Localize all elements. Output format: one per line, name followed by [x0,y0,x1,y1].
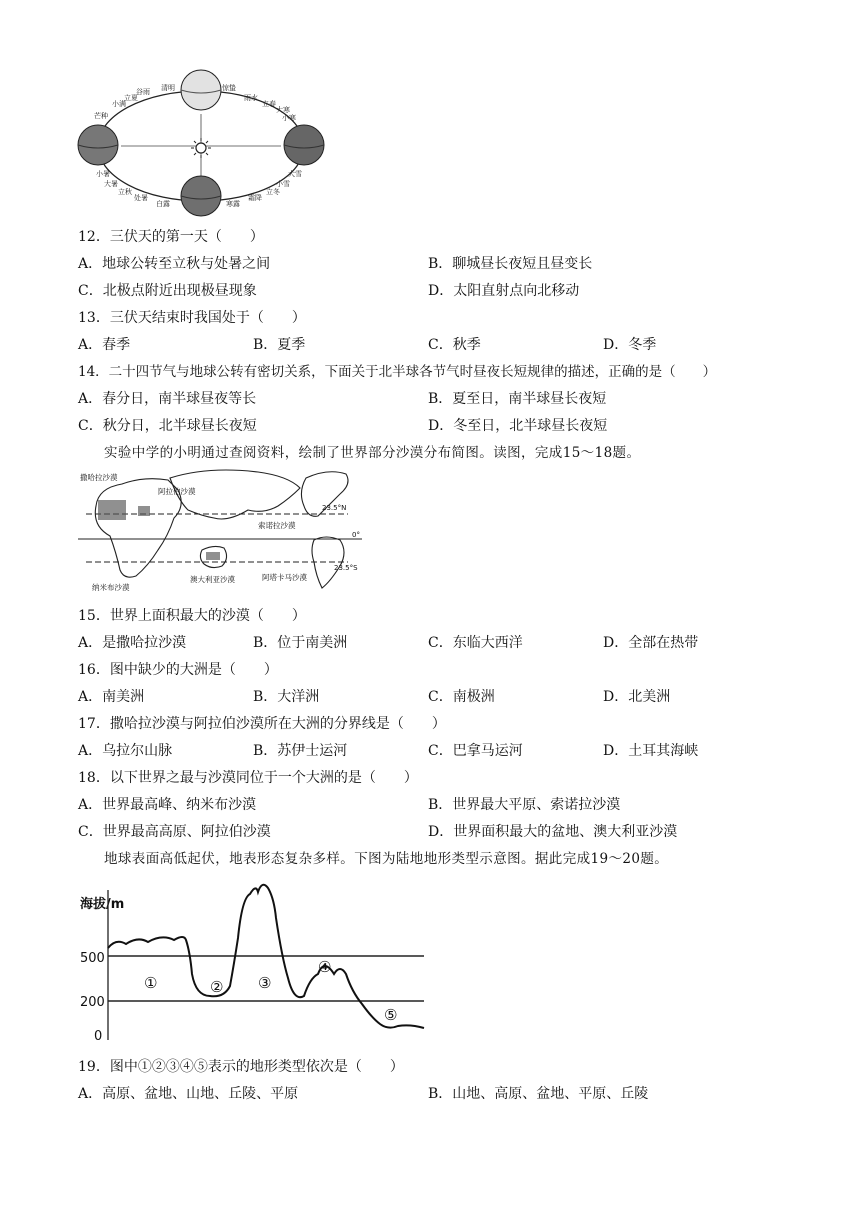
globe-icon [181,176,221,216]
option: D．世界面积最大的盆地、澳大利亚沙漠 [428,824,678,840]
option: D．太阳直射点向北移动 [428,283,580,299]
option: A．春季 [78,337,131,353]
option: B．位于南美洲 [253,635,348,651]
option: D．冬季 [603,337,657,353]
solar-term: 小满 [112,100,126,108]
latitude-label: 23.5°S [334,564,358,572]
globe-icon [78,125,118,165]
map-label: 撒哈拉沙漠 [80,473,118,482]
intro-text: 实验中学的小明通过查阅资料，绘制了世界部分沙漠分布简图。读图，完成15～18题。 [104,445,641,461]
intro-text: 地球表面高低起伏，地表形态复杂多样。下图为陆地地形类型示意图。据此完成19～20题。 [104,851,669,867]
solar-term: 大寒 [276,106,290,114]
option: A．地球公转至立秋与处暑之间 [78,256,271,272]
desert-area [138,506,150,516]
option: A．南美洲 [78,689,145,705]
terrain-marker: ② [210,978,224,996]
question-stem: 13．三伏天结束时我国处于（ ） [78,310,306,326]
map-label: 澳大利亚沙漠 [190,575,235,584]
map-label: 阿塔卡马沙漠 [262,573,307,582]
solar-term: 小暑 [96,170,110,178]
solar-term: 处暑 [134,194,148,202]
option: C．世界最高高原、阿拉伯沙漠 [78,824,271,840]
question-stem: 17．撒哈拉沙漠与阿拉伯沙漠所在大洲的分界线是（ ） [78,716,446,732]
latitude-label: 23.5°N [322,504,347,512]
option: C．巴拿马运河 [428,743,523,759]
question-stem: 15．世界上面积最大的沙漠（ ） [78,608,306,624]
option: A．世界最高峰、纳米布沙漠 [78,797,257,813]
terrain-marker: ⑤ [384,1006,398,1024]
desert-area [98,500,126,520]
option: C．东临大西洋 [428,635,523,651]
terrain-profile [78,878,428,1046]
axis-tick: 200 [80,995,105,1010]
option: B．大洋洲 [253,689,320,705]
question-stem: 14．二十四节气与地球公转有密切关系，下面关于北半球各节气时昼夜长短规律的描述，正确的是（ ） [78,364,717,380]
option: A．是撒哈拉沙漠 [78,635,187,651]
map-label: 索诺拉沙漠 [258,521,296,530]
solar-term: 大暑 [104,180,118,188]
axis-tick: 500 [80,951,105,966]
globe-icon [284,125,324,165]
solar-term: 雨水 [244,94,258,102]
option: A．春分日，南半球昼夜等长 [78,391,257,407]
question-stem: 16．图中缺少的大洲是（ ） [78,662,278,678]
option: A．乌拉尔山脉 [78,743,173,759]
solar-term: 小寒 [282,114,296,122]
latitude-label: 0° [352,531,360,539]
sun-icon [191,138,211,158]
axis-label: 海拔/m [80,897,125,912]
option: A．高原、盆地、山地、丘陵、平原 [78,1086,299,1102]
option: C．南极洲 [428,689,495,705]
option: B．夏至日，南半球昼长夜短 [428,391,607,407]
globe-icon [181,70,221,110]
desert-area [206,552,220,560]
question-stem: 18．以下世界之最与沙漠同位于一个大洲的是（ ） [78,770,418,786]
desert-map [78,466,368,598]
solar-term: 惊蛰 [222,84,236,92]
question-stem: 12．三伏天的第一天（ ） [78,229,264,245]
option: C．秋季 [428,337,481,353]
map-label: 阿拉伯沙漠 [158,487,196,496]
option: B．聊城昼长夜短且昼变长 [428,256,593,272]
option: B．山地、高原、盆地、平原、丘陵 [428,1086,649,1102]
option: D．全部在热带 [603,635,699,651]
solar-term: 芒种 [94,112,108,120]
solar-term: 谷雨 [136,88,150,96]
question-stem: 19．图中①②③④⑤表示的地形类型依次是（ ） [78,1059,404,1075]
option: D．土耳其海峡 [603,743,699,759]
terrain-marker: ④ [318,958,332,976]
axis-tick: 0 [94,1029,103,1044]
option: B．苏伊士运河 [253,743,348,759]
earth-orbit-figure [76,68,326,220]
option: D．冬至日，北半球昼长夜短 [428,418,608,434]
solar-term: 寒露 [226,200,240,208]
solar-term: 立冬 [266,188,280,196]
solar-term: 立夏 [124,94,138,102]
solar-term: 霜降 [248,194,262,202]
solar-term: 白露 [156,200,170,208]
terrain-marker: ① [144,974,158,992]
option: B．夏季 [253,337,306,353]
option: B．世界最大平原、索诺拉沙漠 [428,797,621,813]
solar-term: 立秋 [118,188,132,196]
option: D．北美洲 [603,689,671,705]
solar-term: 大雪 [288,170,302,178]
option: C．北极点附近出现极昼现象 [78,283,257,299]
option: C．秋分日，北半球昼长夜短 [78,418,257,434]
solar-term: 清明 [161,84,175,92]
terrain-marker: ③ [258,974,272,992]
solar-term: 小雪 [276,180,290,188]
map-label: 纳米布沙漠 [92,583,130,592]
solar-term: 立春 [262,100,276,108]
